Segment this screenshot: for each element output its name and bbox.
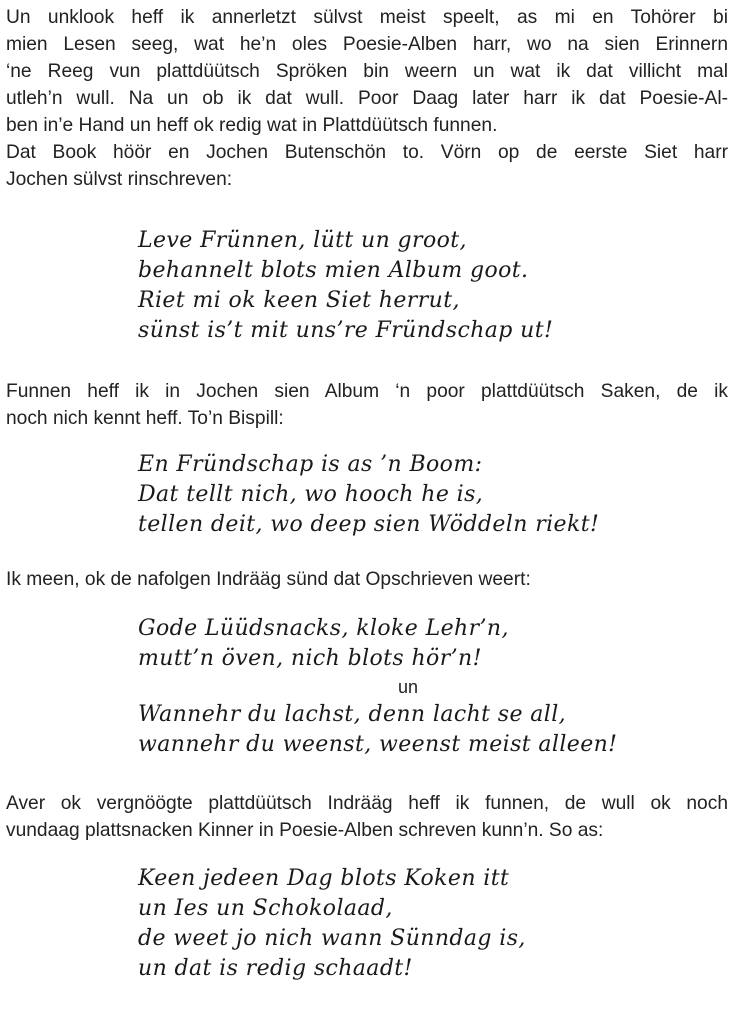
connector-word: un <box>397 677 419 697</box>
intro-line: Dat Book höör en Jochen Butenschön to. Vörn op de eerste Siet harr <box>6 142 728 163</box>
verse-line: Leve Frünnen, lütt un groot, <box>138 228 467 253</box>
paragraph-line: Ik meen, ok de nafolgen Indrääg sünd dat Opschrieven weert: <box>6 569 531 590</box>
handwritten-verse-2 <box>138 450 599 540</box>
paragraph-line: vundaag plattsnacken Kinner in Poesie-Alben schreven kunn’n. So as: <box>6 820 604 841</box>
verse-line: tellen deit, wo deep sien Wöddeln riekt! <box>138 512 600 537</box>
verse-line: behannelt blots mien Album goot. <box>138 258 529 283</box>
intro-line: Jochen sülvst rinschreven: <box>6 169 233 190</box>
handwritten-verse-4 <box>138 864 526 984</box>
verse-line: Keen jedeen Dag blots Koken itt <box>138 866 510 891</box>
paragraph-line: Aver ok vergnöögte plattdüütsch Indrääg heff ik funnen, de wull ok noch <box>6 793 728 814</box>
verse-line: Dat tellt nich, wo hooch he is, <box>138 482 484 507</box>
handwritten-verse-1 <box>138 226 553 346</box>
verse-line: wannehr du weenst, weenst meist alleen! <box>138 732 618 757</box>
intro-line: ‘ne Reeg vun plattdüütsch Spröken bin weern un wat ik dat villicht mal <box>6 61 728 82</box>
paragraph-3 <box>6 566 728 593</box>
verse-line: un Ies un Schokolaad, <box>138 896 393 921</box>
handwritten-verse-3 <box>138 614 678 760</box>
verse-line: Riet mi ok keen Siet herrut, <box>138 288 460 313</box>
intro-line: utleh’n wull. Na un ob ik dat wull. Poor Daag later harr ik dat Poesie-Al- <box>6 88 728 109</box>
intro-line: mien Lesen seeg, wat he’n oles Poesie-Alben harr, wo na sien Erinnern <box>6 34 728 55</box>
paragraph-4 <box>6 790 728 844</box>
verse-line: mutt’n öven, nich blots hör’n! <box>138 646 482 671</box>
intro-line: ben in’e Hand un heff ok redig wat in Plattdüütsch funnen. <box>6 115 498 136</box>
paragraph-2 <box>6 378 728 432</box>
verse-line: Wannehr du lachst, denn lacht se all, <box>138 702 567 727</box>
verse-line: sünst is’t mit uns’re Fründschap ut! <box>138 318 554 343</box>
paragraph-line: noch nich kennt heff. To’n Bispill: <box>6 408 284 429</box>
verse-line: de weet jo nich wann Sünndag is, <box>138 926 526 951</box>
verse-line: Gode Lüüdsnacks, kloke Lehr’n, <box>138 616 509 641</box>
paragraph-line: Funnen heff ik in Jochen sien Album ‘n poor plattdüütsch Saken, de ik <box>6 381 728 402</box>
intro-line: Un unklook heff ik annerletzt sülvst meist speelt, as mi en Tohörer bi <box>6 7 728 28</box>
verse-line: un dat is redig schaadt! <box>138 956 413 981</box>
verse-line: En Fründschap is as ’n Boom: <box>138 452 483 477</box>
intro-paragraph <box>6 4 728 193</box>
